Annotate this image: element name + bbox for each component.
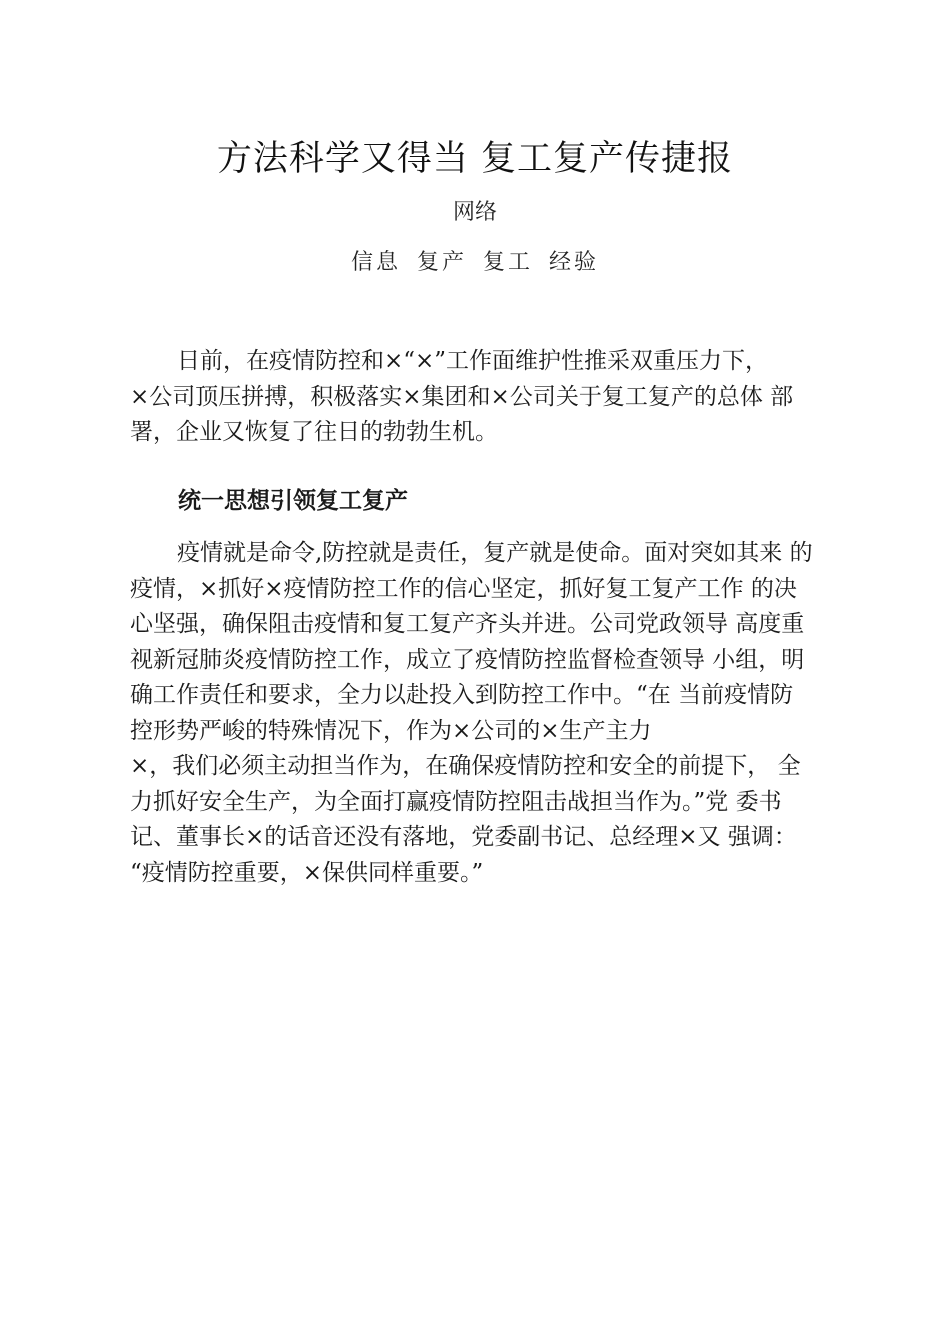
keyword: 经验: [549, 250, 600, 275]
keyword: 复工: [483, 250, 534, 275]
paragraph-line: 视新冠肺炎疫情防控工作，成立了疫情防控监督检查领导 小组，明: [130, 646, 805, 673]
paragraph-line: 日前，在疫情防控和×“×”工作面维护性推采双重压力下，: [177, 348, 769, 374]
intro-paragraph: [130, 344, 842, 451]
document-keywords: [0, 246, 950, 280]
paragraph-line: 确工作责任和要求，全力以赴投入到防控工作中。“在 当前疫情防: [130, 682, 794, 708]
paragraph-line: “疫情防控重要，×保供同样重要。”: [130, 859, 484, 886]
paragraph-line: 疫情就是命令,防控就是责任，复产就是使命。面对突如其来 的: [177, 540, 813, 566]
paragraph-line: 心坚强，确保阻击疫情和复工复产齐头并进。公司党政领导 高度重: [130, 611, 805, 637]
keyword: 信息: [350, 250, 401, 275]
paragraph-line: ×，我们必须主动担当作为，在确保疫情防控和安全的前提下， 全: [130, 753, 801, 779]
document-source: 网络: [452, 200, 497, 225]
body-paragraph: [130, 536, 842, 891]
keyword: 复产: [416, 250, 467, 275]
paragraph-line: 疫情，×抓好×疫情防控工作的信心坚定，抓好复工复产工作 的决: [130, 575, 797, 602]
paragraph-line: 记、董事长×的话音还没有落地，党委副书记、总经理×又 强调：: [130, 824, 797, 850]
paragraph-line: ×公司顶压拼搏，积极落实×集团和×公司关于复工复产的总体 部: [130, 383, 794, 410]
paragraph-line: 署，企业又恢复了往日的勃勃生机。: [130, 419, 498, 445]
document-title: 方法科学又得当 复工复产传捷报: [216, 139, 734, 179]
paragraph-line: 力抓好安全生产，为全面打赢疫情防控阻击战担当作为。”党 委书: [130, 788, 782, 815]
section-heading: 统一思想引领复工复产: [178, 488, 408, 514]
paragraph-line: 控形势严峻的特殊情况下，作为×公司的×生产主力: [130, 717, 652, 744]
